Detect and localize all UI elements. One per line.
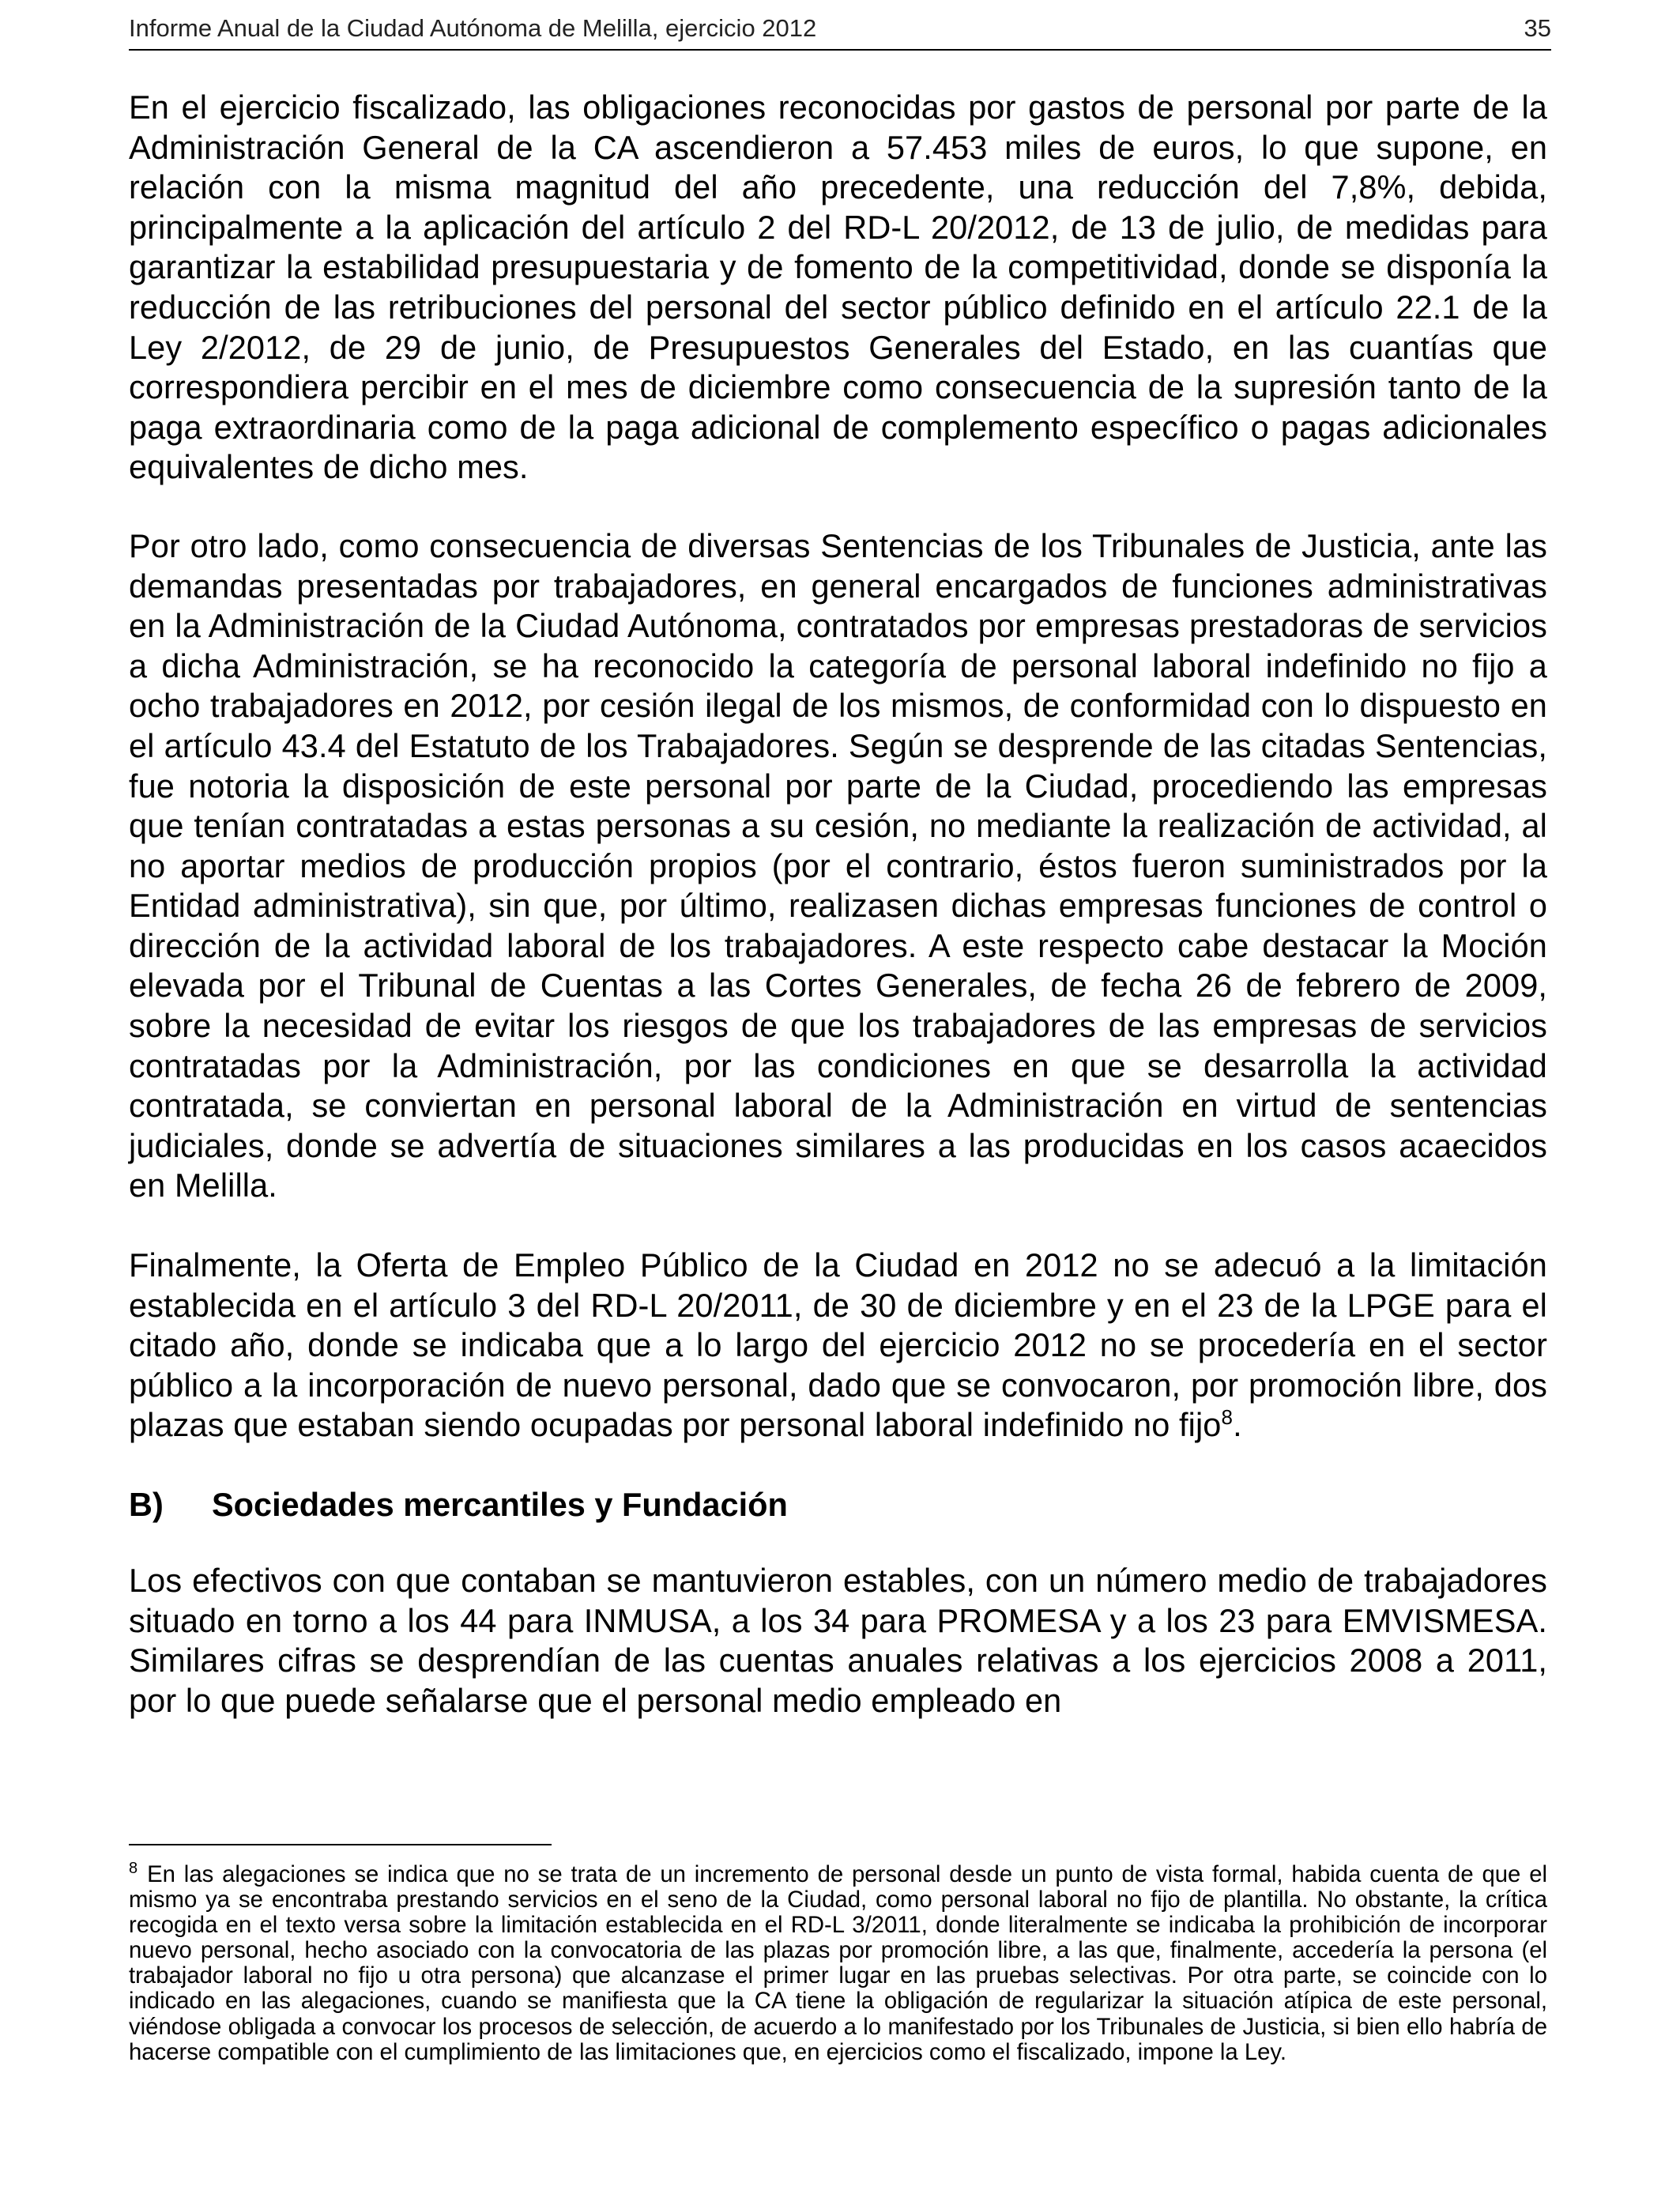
- footnote-separator: [129, 1844, 552, 1845]
- page-number: 35: [1524, 14, 1551, 42]
- paragraph-end-period: .: [1233, 1406, 1242, 1444]
- paragraph-court-rulings: Por otro lado, como consecuencia de diversas Sentencias de los Tribunales de Justicia, ante las demandas presentadas por trabajadores, en general encargados de funciones administrativas en la Administración de la Ciudad Autónoma, contratados por empresas prestadoras de servicios a dicha Administración, se ha reconocido la categoría de personal laboral indefinido no fijo a ocho trabajadores en 2012, por cesión ilegal de los mismos, de conformidad con lo dispuesto en el artículo 43.4 del Estatuto de los Trabajadores. Según se desprende de las citadas Sentencias, fue notoria la disposición de este personal por parte de la Ciudad, procediendo las empresas que tenían contratadas a estas personas a su cesión, no mediante la realización de actividad, al no aportar medios de producción propios (por el contrario, éstos fueron suministrados por la Entidad administrativa), sin que, por último, realizasen dichas empresas funciones de control o dirección de la actividad laboral de los trabajadores. A este respecto cabe destacar la Moción elevada por el Tribunal de Cuentas a las Cortes Generales, de fecha 26 de febrero de 2009, sobre la necesidad de evitar los riesgos de que los trabajadores de las empresas de servicios contratadas por la Administración, por las condiciones en que se desarrolla la actividad contratada, se conviertan en personal laboral de la Administración en virtud de sentencias judiciales, donde se advertía de situaciones similares a las producidas en los casos acaecidos en Melilla.: [129, 526, 1547, 1204]
- paragraph-public-employment-offer: [129, 1246, 1547, 1446]
- footnote-number: 8: [129, 1860, 138, 1878]
- footnote-reference[interactable]: 8: [1221, 1405, 1234, 1430]
- main-content: [129, 88, 1547, 1721]
- paragraph-personnel-costs: En el ejercicio fiscalizado, las obligaciones reconocidas por gastos de personal por parte de la Administración General de la CA ascendieron a 57.453 miles de euros, lo que supone, en relación con la misma magnitud del año precedente, una reducción del 7,8%, debida, principalmente a la aplicación del artículo 2 del RD-L 20/2012, de 13 de julio, de medidas para garantizar la estabilidad presupuestaria y de fomento de la competitividad, donde se disponía la reducción de las retribuciones del personal del sector público definido en el artículo 22.1 de la Ley 2/2012, de 29 de junio, de Presupuestos Generales del Estado, en las cuantías que correspondiera percibir en el mes de diciembre como consecuencia de la supresión tanto de la paga extraordinaria como de la paga adicional de complemento específico o pagas adicionales equivalentes de dicho mes.: [129, 89, 1547, 486]
- section-heading-letter: B): [129, 1486, 164, 1523]
- section-heading: [129, 1485, 1547, 1525]
- header-title: Informe Anual de la Ciudad Autónoma de Melilla, ejercicio 2012: [129, 14, 817, 42]
- footnote-text: En las alegaciones se indica que no se trata de un incremento de personal desde un punto de vista formal, habida cuenta de que el mismo ya se encontraba prestando servicios en el seno de la Ciudad, como personal laboral no fijo de plantilla. No obstante, la crítica recogida en el texto versa sobre la limitación establecida en el RD-L 3/2011, donde literalmente se indicaba la prohibición de incorporar nuevo personal, hecho asociado con la convocatoria de las plazas por promoción libre, a las que, finalmente, accedería la persona (el trabajador laboral no fijo u otra persona) que alcanzase el primer lugar en las pruebas selectivas. Por otra parte, se coincide con lo indicado en las alegaciones, cuando se manifiesta que la CA tiene la obligación de regularizar la situación atípica de este personal, viéndose obligada a convocar los procesos de selección, de acuerdo a lo manifestado por los Tribunales de Justicia, si bien ello habría de hacerse compatible con el cumplimiento de las limitaciones que, en ejercicios como el fiscalizado, impone la Ley.: [129, 1861, 1547, 2065]
- page-header: [129, 11, 1551, 51]
- footnote: [129, 1862, 1547, 2065]
- paragraph-public-employment-offer-text: Finalmente, la Oferta de Empleo Público de la Ciudad en 2012 no se adecuó a la limitación establecida en el artículo 3 del RD-L 20/2011, de 30 de diciembre y en el 23 de la LPGE para el citado año, donde se indicaba que a lo largo del ejercicio 2012 no se procedería en el sector público a la incorporación de nuevo personal, dado que se convocaron, por promoción libre, dos plazas que estaban siendo ocupadas por personal laboral indefinido no fijo: [129, 1246, 1547, 1444]
- paragraph-company-staff: Los efectivos con que contaban se mantuvieron estables, con un número medio de trabajadores situado en torno a los 44 para INMUSA, a los 34 para PROMESA y a los 23 para EMVISMESA. Similares cifras se desprendían de las cuentas anuales relativas a los ejercicios 2008 a 2011, por lo que puede señalarse que el personal medio empleado en: [129, 1562, 1547, 1719]
- section-heading-text: Sociedades mercantiles y Fundación: [212, 1486, 788, 1523]
